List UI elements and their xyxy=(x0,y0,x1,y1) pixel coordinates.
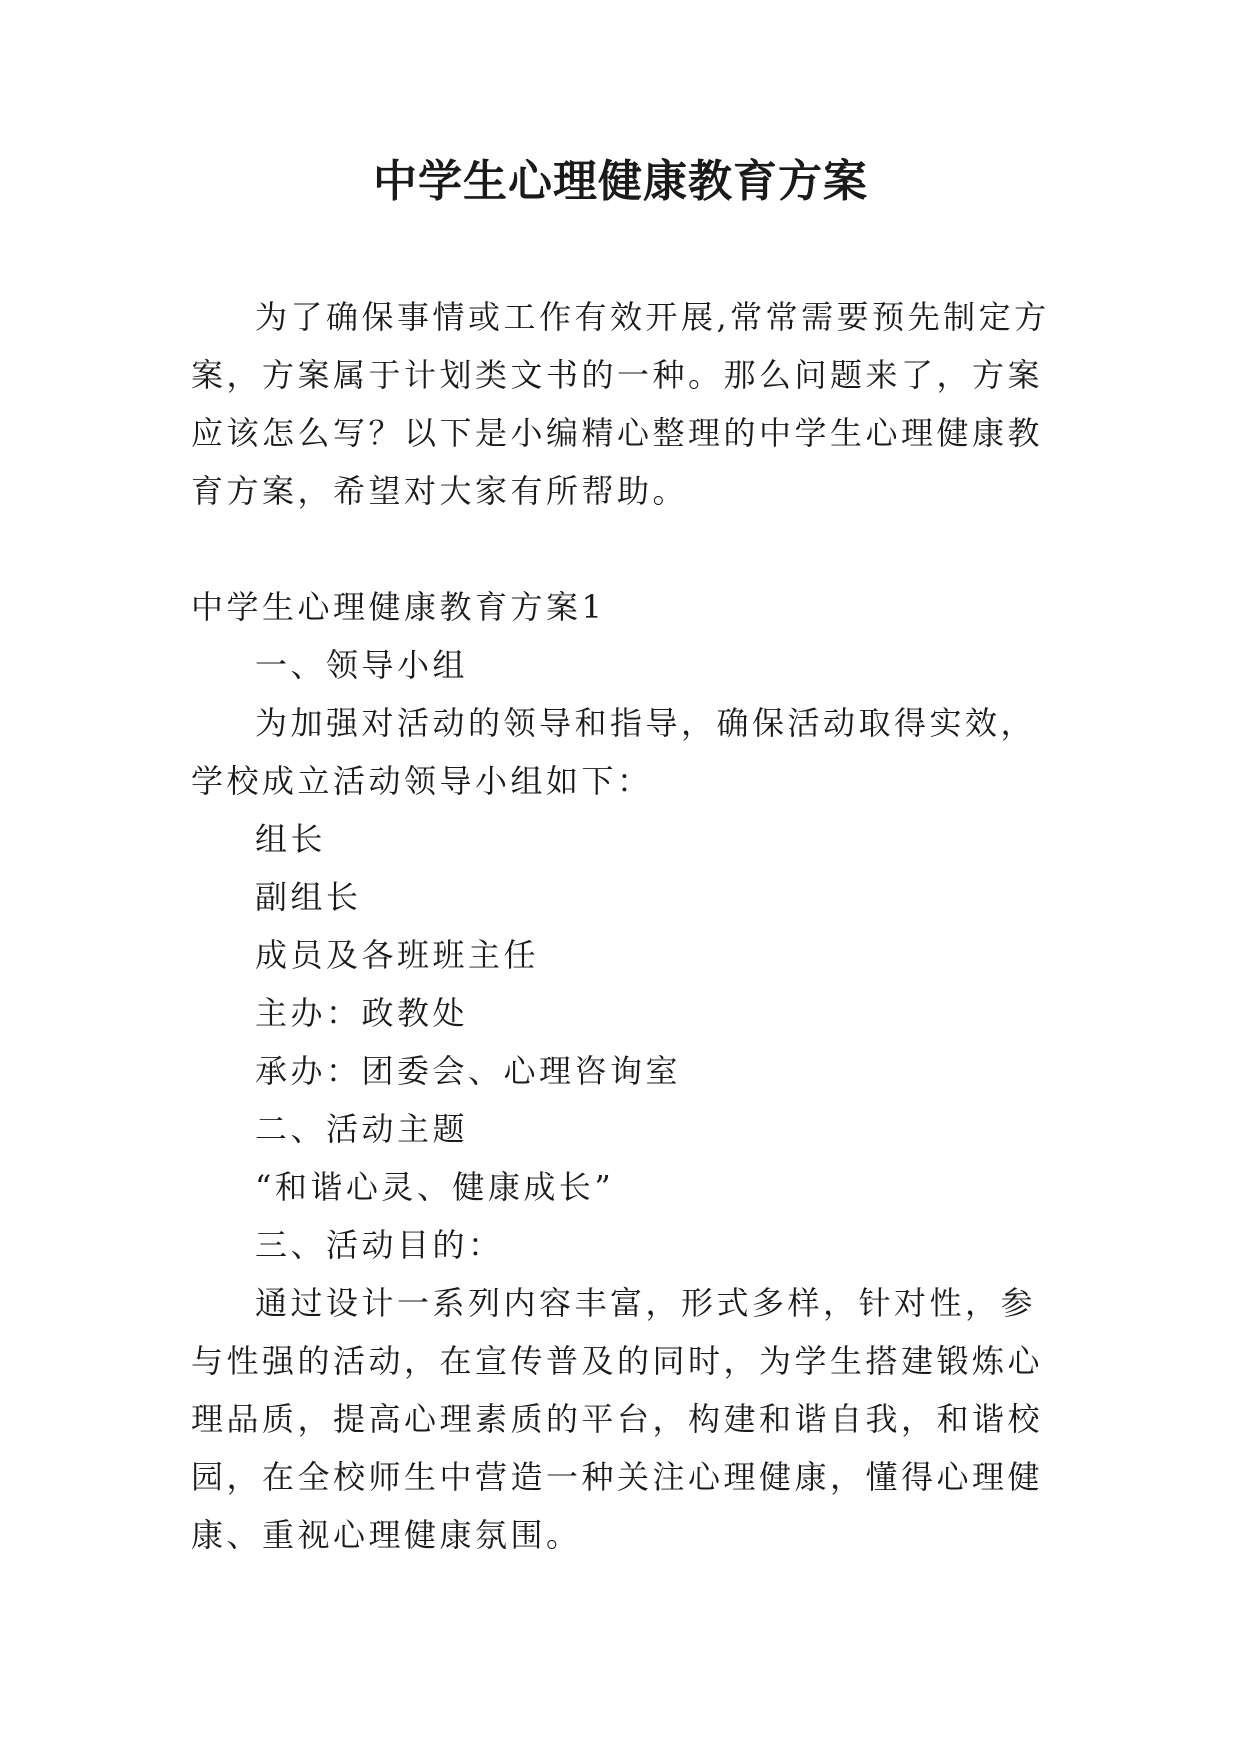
heading-activity-purpose: 三、活动目的： xyxy=(255,1226,504,1264)
list-item-members: 成员及各班班主任 xyxy=(255,936,540,974)
intro-paragraph: 为了确保事情或工作有效开展,常常需要预先制定方案，方案属于计划类文书的一种。那么问题来了，方案应该怎么写？以下是小编精心整理的中学生心理健康教育方案，希望对大家有所帮助。 xyxy=(191,298,1050,510)
list-item-organizer: 主办：政教处 xyxy=(255,994,469,1032)
activity-theme-text: “和谐心灵、健康成长” xyxy=(255,1168,615,1206)
document-body xyxy=(191,288,1061,1564)
heading-leadership-group: 一、领导小组 xyxy=(255,646,469,684)
heading-activity-theme: 二、活动主题 xyxy=(255,1110,469,1148)
document-title: 中学生心理健康教育方案 xyxy=(373,156,868,207)
leadership-paragraph: 为加强对活动的领导和指导，确保活动取得实效，学校成立活动领导小组如下： xyxy=(191,704,1037,800)
list-item-leader: 组长 xyxy=(255,820,327,858)
purpose-paragraph: 通过设计一系列内容丰富，形式多样，针对性，参与性强的活动，在宣传普及的同时，为学生搭建锻炼心理品质，提高心理素质的平台，构建和谐自我，和谐校园，在全校师生中营造一种关注心理健康，懂得心理健康、重视心理健康氛围。 xyxy=(191,1284,1044,1554)
section-title: 中学生心理健康教育方案1 xyxy=(191,588,606,626)
list-item-co-organizer: 承办：团委会、心理咨询室 xyxy=(255,1052,682,1090)
list-item-deputy-leader: 副组长 xyxy=(255,878,362,916)
paragraph-spacer xyxy=(191,520,1061,578)
